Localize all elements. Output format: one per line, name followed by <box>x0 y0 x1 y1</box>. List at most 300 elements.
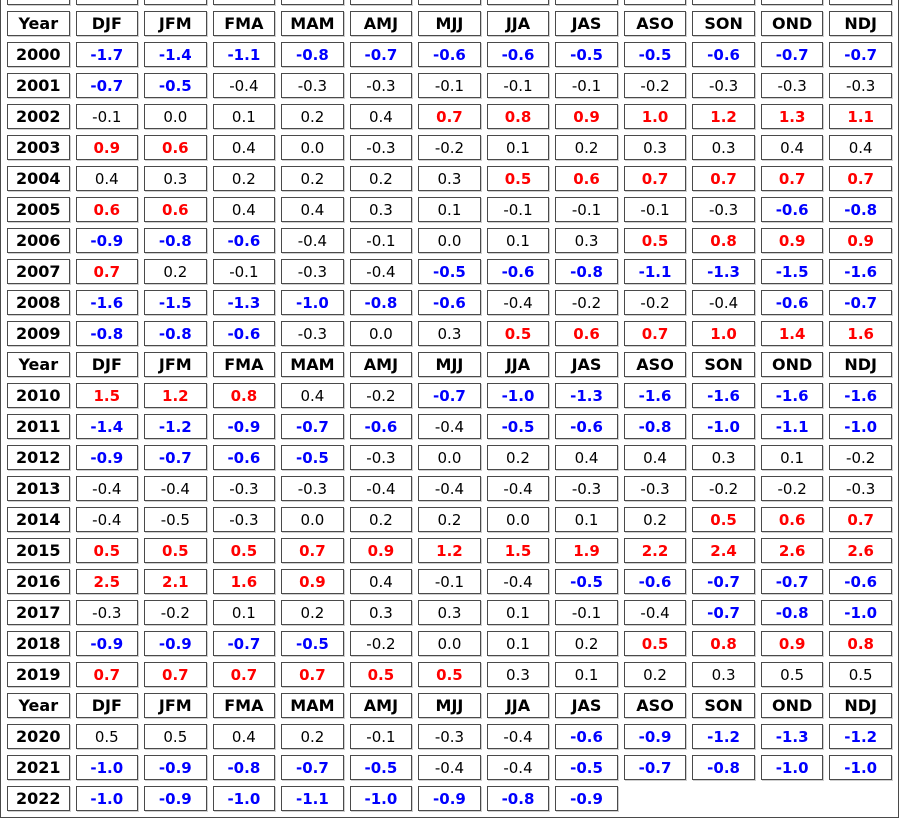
oni-value-2013-fma: -0.3 <box>213 476 276 501</box>
oni-value-2003-mam: 0.0 <box>281 135 344 160</box>
oni-value-2005-aso: -0.1 <box>624 197 687 222</box>
oni-value-2003-jja: 0.1 <box>487 135 550 160</box>
oni-value-2015-amj: 0.9 <box>350 538 413 563</box>
oni-value-2003-amj: -0.3 <box>350 135 413 160</box>
year-cell-2016: 2016 <box>7 569 70 594</box>
year-cell-2001: 2001 <box>7 73 70 98</box>
oni-value-2016-aso: -0.6 <box>624 569 687 594</box>
oni-value-2015-fma: 0.5 <box>213 538 276 563</box>
oni-value-2010-fma: 0.8 <box>213 383 276 408</box>
oni-value-2019-jja: 0.3 <box>487 662 550 687</box>
oni-value-2021-mjj: -0.4 <box>418 755 481 780</box>
oni-value-2016-mjj: -0.1 <box>418 569 481 594</box>
oni-value-2010-jfm: 1.2 <box>144 383 207 408</box>
oni-value-2021-jas: -0.5 <box>555 755 618 780</box>
year-cell-2020: 2020 <box>7 724 70 749</box>
oni-value-2018-jfm: -0.9 <box>144 631 207 656</box>
oni-value-2016-amj: 0.4 <box>350 569 413 594</box>
column-header-djf: DJF <box>76 352 139 377</box>
column-header-jja: JJA <box>487 693 550 718</box>
oni-value-2010-ond: -1.6 <box>761 383 824 408</box>
oni-value-2001-fma: -0.4 <box>213 73 276 98</box>
oni-value-2004-jfm: 0.3 <box>144 166 207 191</box>
column-header-jas: JAS <box>555 352 618 377</box>
column-header-amj: AMJ <box>350 693 413 718</box>
oni-value-2014-fma: -0.3 <box>213 507 276 532</box>
oni-value-2002-aso: 1.0 <box>624 104 687 129</box>
oni-value-2001-jja: -0.1 <box>487 73 550 98</box>
oni-value-2015-jja: 1.5 <box>487 538 550 563</box>
column-header-ndj: NDJ <box>829 693 892 718</box>
data-row-2017 <box>7 600 892 625</box>
oni-value-2008-djf: -1.6 <box>76 290 139 315</box>
column-header-amj: AMJ <box>350 11 413 36</box>
oni-value-2008-mjj: -0.6 <box>418 290 481 315</box>
oni-value-2010-aso: -1.6 <box>624 383 687 408</box>
oni-value-2000-ndj: -0.7 <box>829 42 892 67</box>
oni-value-2012-amj: -0.3 <box>350 445 413 470</box>
oni-value-2021-son: -0.8 <box>692 755 755 780</box>
oni-value-2011-djf: -1.4 <box>76 414 139 439</box>
oni-value-2007-fma: -0.1 <box>213 259 276 284</box>
column-header-mjj: MJJ <box>418 352 481 377</box>
column-header-ndj: NDJ <box>829 11 892 36</box>
oni-value-2002-jfm: 0.0 <box>144 104 207 129</box>
oni-value-2002-ndj: 1.1 <box>829 104 892 129</box>
oni-value-2011-ond: -1.1 <box>761 414 824 439</box>
cutoff-row-cell <box>7 0 70 5</box>
oni-value-2005-jfm: 0.6 <box>144 197 207 222</box>
oni-value-2015-ond: 2.6 <box>761 538 824 563</box>
header-row <box>7 11 892 36</box>
oni-value-2010-djf: 1.5 <box>76 383 139 408</box>
year-cell-2018: 2018 <box>7 631 70 656</box>
cutoff-row-cell <box>555 0 618 5</box>
oni-value-2014-ond: 0.6 <box>761 507 824 532</box>
oni-value-2015-djf: 0.5 <box>76 538 139 563</box>
oni-value-2003-son: 0.3 <box>692 135 755 160</box>
oni-value-2013-ond: -0.2 <box>761 476 824 501</box>
oni-value-2006-aso: 0.5 <box>624 228 687 253</box>
oni-value-2013-mam: -0.3 <box>281 476 344 501</box>
oni-value-2015-ndj: 2.6 <box>829 538 892 563</box>
oni-value-2016-jas: -0.5 <box>555 569 618 594</box>
oni-value-2004-aso: 0.7 <box>624 166 687 191</box>
oni-value-2016-jfm: 2.1 <box>144 569 207 594</box>
year-cell-2009: 2009 <box>7 321 70 346</box>
oni-value-2013-jfm: -0.4 <box>144 476 207 501</box>
header-row <box>7 693 892 718</box>
oni-value-2016-son: -0.7 <box>692 569 755 594</box>
data-row-2012 <box>7 445 892 470</box>
oni-value-2012-ond: 0.1 <box>761 445 824 470</box>
data-row-2011 <box>7 414 892 439</box>
oni-value-2004-mjj: 0.3 <box>418 166 481 191</box>
oni-value-2021-jfm: -0.9 <box>144 755 207 780</box>
oni-value-2016-jja: -0.4 <box>487 569 550 594</box>
oni-value-2019-jas: 0.1 <box>555 662 618 687</box>
oni-value-2009-jas: 0.6 <box>555 321 618 346</box>
oni-value-2009-mjj: 0.3 <box>418 321 481 346</box>
oni-value-2020-aso: -0.9 <box>624 724 687 749</box>
data-row-2009 <box>7 321 892 346</box>
data-row-2016 <box>7 569 892 594</box>
oni-value-2001-mjj: -0.1 <box>418 73 481 98</box>
oni-value-2008-jja: -0.4 <box>487 290 550 315</box>
oni-value-2009-jfm: -0.8 <box>144 321 207 346</box>
oni-value-2005-mjj: 0.1 <box>418 197 481 222</box>
oni-value-2017-jja: 0.1 <box>487 600 550 625</box>
oni-value-2020-jfm: 0.5 <box>144 724 207 749</box>
cutoff-row-cell <box>350 0 413 5</box>
oni-value-2002-jas: 0.9 <box>555 104 618 129</box>
oni-value-2007-jja: -0.6 <box>487 259 550 284</box>
oni-value-2015-mjj: 1.2 <box>418 538 481 563</box>
oni-value-2015-mam: 0.7 <box>281 538 344 563</box>
oni-value-2014-mjj: 0.2 <box>418 507 481 532</box>
oni-value-2013-amj: -0.4 <box>350 476 413 501</box>
oni-value-2018-ond: 0.9 <box>761 631 824 656</box>
oni-value-2005-fma: 0.4 <box>213 197 276 222</box>
oni-value-2022-fma: -1.0 <box>213 786 276 811</box>
oni-value-2016-ond: -0.7 <box>761 569 824 594</box>
column-header-mam: MAM <box>281 11 344 36</box>
oni-value-2004-mam: 0.2 <box>281 166 344 191</box>
column-header-fma: FMA <box>213 352 276 377</box>
column-header-fma: FMA <box>213 11 276 36</box>
year-cell-2013: 2013 <box>7 476 70 501</box>
column-header-mam: MAM <box>281 693 344 718</box>
cutoff-row-cell <box>829 0 892 5</box>
oni-value-2005-mam: 0.4 <box>281 197 344 222</box>
oni-value-2021-ndj: -1.0 <box>829 755 892 780</box>
oni-value-2002-son: 1.2 <box>692 104 755 129</box>
oni-value-2012-jas: 0.4 <box>555 445 618 470</box>
oni-value-2005-son: -0.3 <box>692 197 755 222</box>
cutoff-row-cell <box>487 0 550 5</box>
cutoff-row-cell <box>213 0 276 5</box>
oni-value-2011-jja: -0.5 <box>487 414 550 439</box>
oni-value-2011-jas: -0.6 <box>555 414 618 439</box>
data-row-2008 <box>7 290 892 315</box>
oni-value-2000-jas: -0.5 <box>555 42 618 67</box>
oni-value-2010-son: -1.6 <box>692 383 755 408</box>
oni-value-2019-fma: 0.7 <box>213 662 276 687</box>
oni-value-2021-aso: -0.7 <box>624 755 687 780</box>
column-header-mam: MAM <box>281 352 344 377</box>
oni-value-2006-amj: -0.1 <box>350 228 413 253</box>
oni-value-2007-aso: -1.1 <box>624 259 687 284</box>
data-row-2006 <box>7 228 892 253</box>
oni-value-2011-ndj: -1.0 <box>829 414 892 439</box>
data-row-2001 <box>7 73 892 98</box>
year-cell-2007: 2007 <box>7 259 70 284</box>
oni-value-2020-djf: 0.5 <box>76 724 139 749</box>
oni-value-2011-jfm: -1.2 <box>144 414 207 439</box>
oni-value-2009-aso: 0.7 <box>624 321 687 346</box>
oni-value-2008-jas: -0.2 <box>555 290 618 315</box>
oni-value-2013-ndj: -0.3 <box>829 476 892 501</box>
oni-value-2006-son: 0.8 <box>692 228 755 253</box>
data-row-2021 <box>7 755 892 780</box>
oni-value-2004-son: 0.7 <box>692 166 755 191</box>
oni-value-2004-djf: 0.4 <box>76 166 139 191</box>
oni-value-2006-ond: 0.9 <box>761 228 824 253</box>
column-header-djf: DJF <box>76 693 139 718</box>
oni-value-2019-son: 0.3 <box>692 662 755 687</box>
oni-value-2016-djf: 2.5 <box>76 569 139 594</box>
oni-value-2019-ndj: 0.5 <box>829 662 892 687</box>
oni-value-2020-jja: -0.4 <box>487 724 550 749</box>
oni-value-2014-jas: 0.1 <box>555 507 618 532</box>
oni-value-2022-jas: -0.9 <box>555 786 618 811</box>
oni-value-2008-fma: -1.3 <box>213 290 276 315</box>
oni-value-2001-aso: -0.2 <box>624 73 687 98</box>
oni-value-2009-mam: -0.3 <box>281 321 344 346</box>
oni-value-2010-ndj: -1.6 <box>829 383 892 408</box>
oni-value-2002-mam: 0.2 <box>281 104 344 129</box>
oni-value-2000-mjj: -0.6 <box>418 42 481 67</box>
oni-value-2013-jas: -0.3 <box>555 476 618 501</box>
oni-value-2014-ndj: 0.7 <box>829 507 892 532</box>
oni-value-2001-mam: -0.3 <box>281 73 344 98</box>
oni-value-2009-ndj: 1.6 <box>829 321 892 346</box>
year-cell-2005: 2005 <box>7 197 70 222</box>
year-cell-2010: 2010 <box>7 383 70 408</box>
oni-value-2001-djf: -0.7 <box>76 73 139 98</box>
cutoff-row <box>7 0 892 5</box>
column-header-fma: FMA <box>213 693 276 718</box>
oni-value-2003-ond: 0.4 <box>761 135 824 160</box>
oni-value-2018-jas: 0.2 <box>555 631 618 656</box>
year-cell-2004: 2004 <box>7 166 70 191</box>
column-header-aso: ASO <box>624 11 687 36</box>
oni-value-2018-ndj: 0.8 <box>829 631 892 656</box>
oni-value-2006-djf: -0.9 <box>76 228 139 253</box>
year-cell-2017: 2017 <box>7 600 70 625</box>
oni-value-2008-son: -0.4 <box>692 290 755 315</box>
column-header-jas: JAS <box>555 11 618 36</box>
oni-value-2021-mam: -0.7 <box>281 755 344 780</box>
oni-value-2018-fma: -0.7 <box>213 631 276 656</box>
oni-value-2011-mjj: -0.4 <box>418 414 481 439</box>
oni-value-2014-jja: 0.0 <box>487 507 550 532</box>
oni-value-2009-ond: 1.4 <box>761 321 824 346</box>
oni-value-2004-fma: 0.2 <box>213 166 276 191</box>
empty-cell <box>624 786 687 811</box>
oni-value-2012-djf: -0.9 <box>76 445 139 470</box>
oni-value-2005-amj: 0.3 <box>350 197 413 222</box>
oni-value-2007-mam: -0.3 <box>281 259 344 284</box>
column-header-aso: ASO <box>624 352 687 377</box>
oni-value-2020-mam: 0.2 <box>281 724 344 749</box>
oni-value-2008-aso: -0.2 <box>624 290 687 315</box>
oni-value-2006-jfm: -0.8 <box>144 228 207 253</box>
year-cell-2008: 2008 <box>7 290 70 315</box>
oni-value-2006-mjj: 0.0 <box>418 228 481 253</box>
oni-value-2019-mjj: 0.5 <box>418 662 481 687</box>
oni-value-2002-mjj: 0.7 <box>418 104 481 129</box>
oni-value-2000-amj: -0.7 <box>350 42 413 67</box>
oni-value-2012-jja: 0.2 <box>487 445 550 470</box>
oni-value-2000-fma: -1.1 <box>213 42 276 67</box>
oni-value-2006-jas: 0.3 <box>555 228 618 253</box>
column-header-jja: JJA <box>487 11 550 36</box>
oni-value-2009-fma: -0.6 <box>213 321 276 346</box>
data-row-2004 <box>7 166 892 191</box>
oni-value-2005-ndj: -0.8 <box>829 197 892 222</box>
year-cell-2012: 2012 <box>7 445 70 470</box>
data-row-2019 <box>7 662 892 687</box>
oni-value-2011-amj: -0.6 <box>350 414 413 439</box>
oni-value-2017-mjj: 0.3 <box>418 600 481 625</box>
oni-value-2005-jas: -0.1 <box>555 197 618 222</box>
oni-value-2004-amj: 0.2 <box>350 166 413 191</box>
column-header-son: SON <box>692 11 755 36</box>
oni-value-2002-ond: 1.3 <box>761 104 824 129</box>
oni-value-2005-djf: 0.6 <box>76 197 139 222</box>
oni-value-2018-son: 0.8 <box>692 631 755 656</box>
oni-value-2020-mjj: -0.3 <box>418 724 481 749</box>
oni-value-2003-aso: 0.3 <box>624 135 687 160</box>
column-header-jja: JJA <box>487 352 550 377</box>
oni-value-2017-son: -0.7 <box>692 600 755 625</box>
empty-cell <box>761 786 824 811</box>
year-cell-2021: 2021 <box>7 755 70 780</box>
oni-value-2003-mjj: -0.2 <box>418 135 481 160</box>
column-header-jas: JAS <box>555 693 618 718</box>
oni-value-2005-ond: -0.6 <box>761 197 824 222</box>
oni-value-2013-son: -0.2 <box>692 476 755 501</box>
oni-value-2021-jja: -0.4 <box>487 755 550 780</box>
oni-value-2009-son: 1.0 <box>692 321 755 346</box>
column-header-ond: OND <box>761 693 824 718</box>
oni-value-2014-djf: -0.4 <box>76 507 139 532</box>
oni-value-2012-fma: -0.6 <box>213 445 276 470</box>
year-cell-2022: 2022 <box>7 786 70 811</box>
oni-value-2020-jas: -0.6 <box>555 724 618 749</box>
oni-value-2017-djf: -0.3 <box>76 600 139 625</box>
oni-value-2001-jfm: -0.5 <box>144 73 207 98</box>
column-header-djf: DJF <box>76 11 139 36</box>
data-row-2003 <box>7 135 892 160</box>
oni-value-2002-amj: 0.4 <box>350 104 413 129</box>
year-cell-2002: 2002 <box>7 104 70 129</box>
oni-value-2002-fma: 0.1 <box>213 104 276 129</box>
oni-value-2009-jja: 0.5 <box>487 321 550 346</box>
oni-value-2008-ond: -0.6 <box>761 290 824 315</box>
oni-value-2010-mjj: -0.7 <box>418 383 481 408</box>
cutoff-row-cell <box>144 0 207 5</box>
empty-cell <box>829 786 892 811</box>
oni-value-2015-aso: 2.2 <box>624 538 687 563</box>
oni-value-2000-jja: -0.6 <box>487 42 550 67</box>
oni-value-2012-mjj: 0.0 <box>418 445 481 470</box>
oni-value-2007-jas: -0.8 <box>555 259 618 284</box>
oni-value-2015-jas: 1.9 <box>555 538 618 563</box>
cutoff-row-cell <box>624 0 687 5</box>
oni-value-2019-aso: 0.2 <box>624 662 687 687</box>
column-header-son: SON <box>692 693 755 718</box>
year-cell-2015: 2015 <box>7 538 70 563</box>
cutoff-row-cell <box>281 0 344 5</box>
header-row <box>7 352 892 377</box>
data-row-2005 <box>7 197 892 222</box>
oni-value-2019-amj: 0.5 <box>350 662 413 687</box>
column-header-jfm: JFM <box>144 693 207 718</box>
oni-value-2010-jja: -1.0 <box>487 383 550 408</box>
oni-value-2018-mam: -0.5 <box>281 631 344 656</box>
oni-value-2021-amj: -0.5 <box>350 755 413 780</box>
oni-value-2016-mam: 0.9 <box>281 569 344 594</box>
oni-value-2022-jja: -0.8 <box>487 786 550 811</box>
oni-value-2000-mam: -0.8 <box>281 42 344 67</box>
oni-value-2017-jfm: -0.2 <box>144 600 207 625</box>
column-header-son: SON <box>692 352 755 377</box>
oni-value-2019-mam: 0.7 <box>281 662 344 687</box>
oni-value-2021-fma: -0.8 <box>213 755 276 780</box>
data-row-2007 <box>7 259 892 284</box>
oni-value-2013-aso: -0.3 <box>624 476 687 501</box>
oni-value-2002-djf: -0.1 <box>76 104 139 129</box>
oni-value-2009-djf: -0.8 <box>76 321 139 346</box>
oni-value-2016-ndj: -0.6 <box>829 569 892 594</box>
oni-value-2008-jfm: -1.5 <box>144 290 207 315</box>
oni-value-2004-jja: 0.5 <box>487 166 550 191</box>
oni-value-2007-ndj: -1.6 <box>829 259 892 284</box>
oni-value-2015-son: 2.4 <box>692 538 755 563</box>
oni-value-2021-ond: -1.0 <box>761 755 824 780</box>
data-row-2013 <box>7 476 892 501</box>
oni-value-2017-amj: 0.3 <box>350 600 413 625</box>
data-row-2002 <box>7 104 892 129</box>
oni-value-2003-fma: 0.4 <box>213 135 276 160</box>
data-row-2014 <box>7 507 892 532</box>
oni-value-2018-mjj: 0.0 <box>418 631 481 656</box>
data-row-2010 <box>7 383 892 408</box>
oni-value-2020-ndj: -1.2 <box>829 724 892 749</box>
column-header-amj: AMJ <box>350 352 413 377</box>
oni-value-2014-aso: 0.2 <box>624 507 687 532</box>
oni-value-2011-aso: -0.8 <box>624 414 687 439</box>
oni-value-2007-jfm: 0.2 <box>144 259 207 284</box>
cutoff-row-cell <box>76 0 139 5</box>
cutoff-row-cell <box>692 0 755 5</box>
oni-value-2007-ond: -1.5 <box>761 259 824 284</box>
column-header-year: Year <box>7 11 70 36</box>
column-header-mjj: MJJ <box>418 693 481 718</box>
year-cell-2000: 2000 <box>7 42 70 67</box>
column-header-jfm: JFM <box>144 352 207 377</box>
oni-value-2009-amj: 0.0 <box>350 321 413 346</box>
oni-value-2022-djf: -1.0 <box>76 786 139 811</box>
data-row-2020 <box>7 724 892 749</box>
oni-value-2001-amj: -0.3 <box>350 73 413 98</box>
oni-value-2012-jfm: -0.7 <box>144 445 207 470</box>
oni-value-2003-jas: 0.2 <box>555 135 618 160</box>
oni-value-2013-jja: -0.4 <box>487 476 550 501</box>
oni-value-2017-fma: 0.1 <box>213 600 276 625</box>
oni-value-2018-djf: -0.9 <box>76 631 139 656</box>
oni-value-2008-mam: -1.0 <box>281 290 344 315</box>
oni-value-2000-djf: -1.7 <box>76 42 139 67</box>
cutoff-row-cell <box>761 0 824 5</box>
oni-value-2010-jas: -1.3 <box>555 383 618 408</box>
oni-value-2018-jja: 0.1 <box>487 631 550 656</box>
oni-value-2013-mjj: -0.4 <box>418 476 481 501</box>
column-header-jfm: JFM <box>144 11 207 36</box>
data-row-2000 <box>7 42 892 67</box>
